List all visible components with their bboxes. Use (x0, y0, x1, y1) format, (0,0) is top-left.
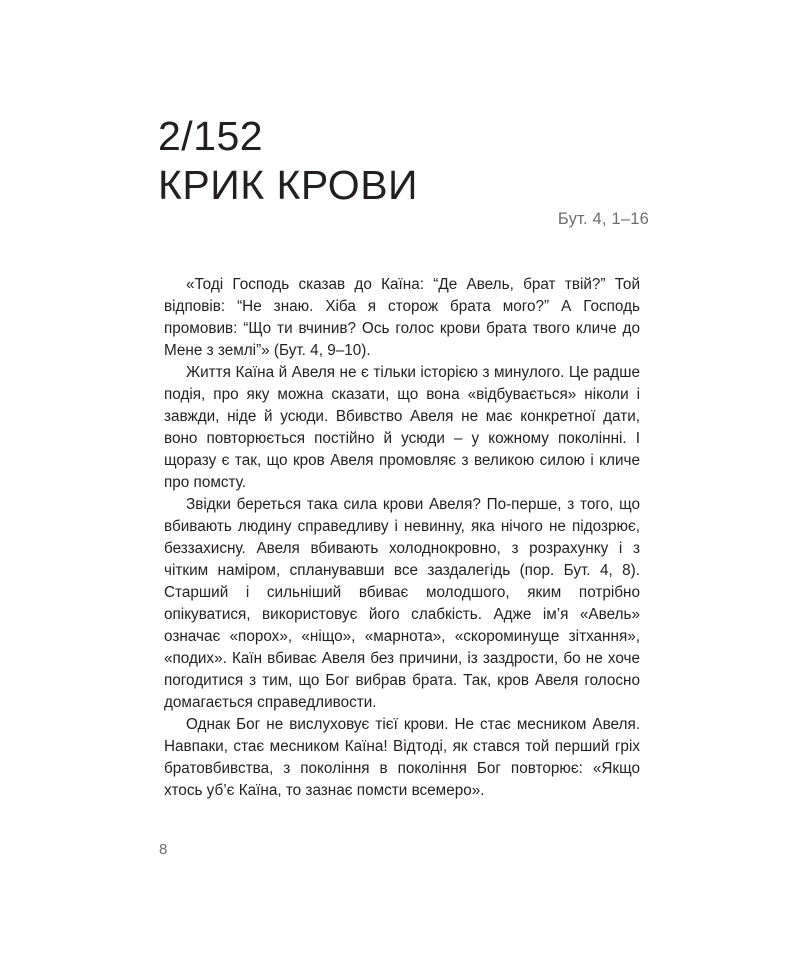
paragraph-quote: «Тоді Господь сказав до Каїна: “Де Авель, брат твій?” Той відповів: “Не знаю. Хіба я сторож брата мого?” А Господь промовив: “Що ти вчинив? Ось голос крови брата твого кличе до Мене з землі”» (Бут. 4, 9–10). (164, 276, 640, 359)
chapter-title: КРИК КРОВИ (158, 162, 419, 208)
paragraph: Однак Бог не вислуховує тієї крови. Не стає месником Авеля. Навпаки, стає месником Каїна! Відтоді, як стався той перший гріх братовбивства, з покоління в покоління Бог повторює: «Якщо хтось уб’є Каїна, то зазнає помсти всемеро». (164, 716, 640, 799)
page-number: 8 (159, 841, 168, 858)
chapter-heading (158, 112, 418, 210)
paragraph: Життя Каїна й Авеля не є тільки історією з минулого. Це радше подія, про яку можна сказати, що вона «відбувається» ніколи і завжди, ніде й усюди. Вбивство Авеля не має конкретної дати, воно повторюється постійно й усюди – у кожному поколінні. І щоразу є так, що кров Авеля промовляє з великою силою і кличе про помсту. (164, 364, 640, 491)
body-text (164, 274, 640, 802)
paragraph: Звідки береться така сила крови Авеля? По-перше, з того, що вбивають людину справедливу і невинну, яка нічого не підозрює, беззахисну. Авеля вбивають холоднокровно, з розрахунку і з чітким наміром, спланувавши все заздалегідь (пор. Бут. 4, 8). Старший і сильніший вбиває молодшого, яким потрібно опікуватися, використовує його слабкість. Адже ім’я «Авель» означає «порох», «ніщо», «марнота», «скороминуще зітхання», «подих». Каїн вбиває Авеля без причини, із заздрости, бо не хоче погодитися з тим, що Бог вибрав брата. Так, кров Авеля голосно домагається справедливости. (164, 496, 640, 711)
chapter-number: 2/152 (158, 113, 264, 159)
scripture-reference: Бут. 4, 1–16 (557, 210, 649, 228)
